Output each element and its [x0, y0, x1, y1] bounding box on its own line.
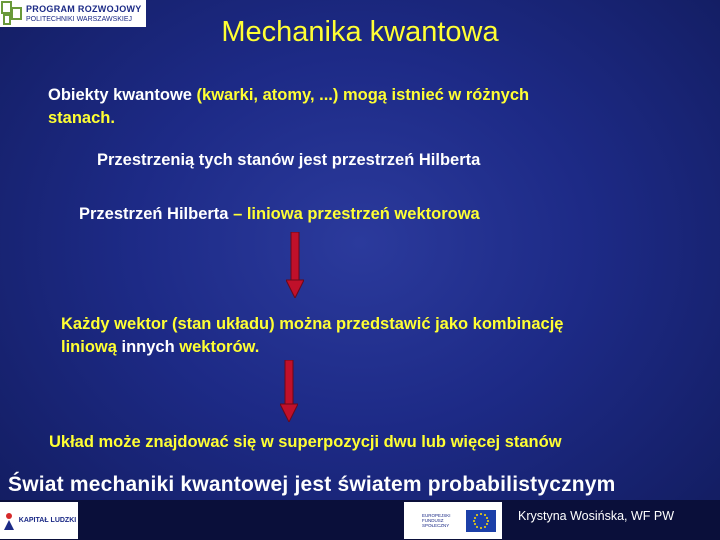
kapital-ludzki-logo	[0, 502, 78, 539]
slide-title: Mechanika kwantowa	[221, 16, 499, 48]
p4-part-a: Każdy wektor (stan układu) można przedstawić jako kombinację liniową	[61, 315, 564, 356]
paragraph-linear-combination	[61, 313, 581, 359]
paragraph-objects	[48, 84, 588, 130]
logo-line-1: PROGRAM ROZWOJOWY	[26, 3, 142, 14]
p1-part-a: Obiekty kwantowe	[48, 86, 197, 104]
down-arrow-icon	[280, 360, 298, 422]
logo-line-2: POLITECHNIKI WARSZAWSKIEJ	[26, 15, 133, 23]
paragraph-hilbert-linear	[79, 203, 480, 226]
eu-logo-text: EUROPEJSKI FUNDUSZ SPOŁECZNY	[422, 513, 451, 528]
paragraph-probabilistic-world: Świat mechaniki kwantowej jest światem probabilistycznym	[8, 473, 616, 496]
kl-logo-text: KAPITAŁ LUDZKI	[18, 517, 77, 524]
p1-part-b: (kwarki, atomy, ...) mogą istnieć w różnych stanach.	[48, 86, 530, 127]
p4-part-b: innych	[121, 338, 175, 356]
down-arrow-icon	[286, 232, 304, 298]
kapital-ludzki-icon	[2, 511, 16, 531]
paragraph-hilbert-space: Przestrzenią tych stanów jest przestrzeń Hilberta	[97, 151, 481, 169]
author-credit: Krystyna Wosińska, WF PW	[518, 509, 675, 523]
paragraph-superposition: Układ może znajdować się w superpozycji dwu lub więcej stanów	[49, 433, 562, 451]
p3-part-a: Przestrzeń Hilberta	[79, 205, 234, 223]
p4-part-c: wektorów.	[174, 338, 260, 356]
eu-flag-icon	[466, 510, 496, 532]
p3-part-b: – liniowa przestrzeń wektorowa	[233, 205, 480, 223]
eu-fund-logo	[404, 502, 502, 539]
